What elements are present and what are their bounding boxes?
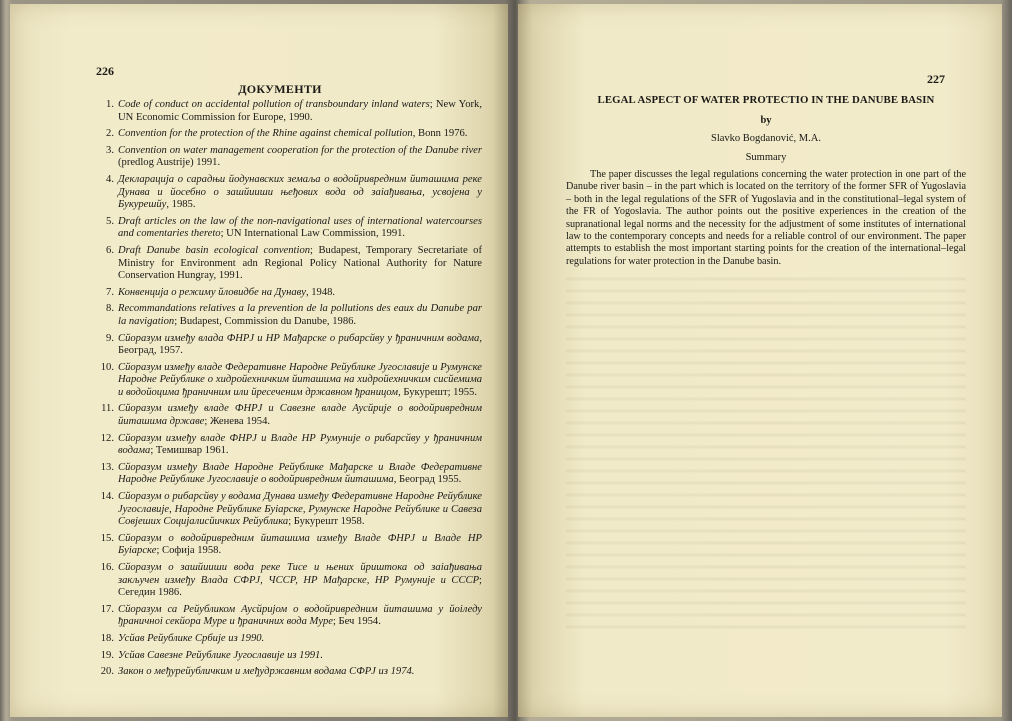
reference-item <box>92 245 482 283</box>
reference-item <box>92 533 482 558</box>
right-page <box>518 4 1002 717</box>
reference-item <box>92 633 482 646</box>
reference-title: Convention for the protection of the Rhine against chemical pollution <box>118 128 413 140</box>
reference-number: 5. <box>106 215 114 227</box>
page-number: 226 <box>96 64 114 78</box>
reference-number: 15. <box>100 532 114 544</box>
reference-details: (predlog Austrije) 1991. <box>118 157 221 169</box>
reference-title: Усйав Рейублике Србије из 1990. <box>118 632 265 644</box>
reference-item <box>92 650 482 663</box>
reference-details: ; Budapest, Temporary Secretariate of Ministry for Environment adn Regional Policy National Authority for Nature Conservation Hungray, 1991. <box>118 244 482 282</box>
reference-details: , Букурешт; 1955. <box>398 386 477 398</box>
reference-details: ; Budapest, Commission du Danube, 1986. <box>174 315 357 327</box>
reference-title: Сйоразум између владе ФНРЈ и Владе НР Румуније о рибарсйву у ђраничним водама <box>118 432 482 457</box>
reference-number: 18. <box>100 632 114 644</box>
reference-number: 19. <box>100 649 114 661</box>
reference-number: 17. <box>100 603 114 615</box>
reference-title: Сйоразум између владе Федеративне Народне Рейублике Југославије и Румунске Народне Рейублике о хидройехничким йиташима на хидройехничким сисйемима и водойоцима ђраничним или йресеченим државном ђраницом <box>118 361 482 398</box>
reference-title: Сйоразум о рибарсйву у водама Дунава између Федеративне Народне Рейублике Југославије, Народне Рейублике Буіарске, Румунске Народне Рейублике и Савеза Совјеших Социјалисйичких Рейублика <box>118 491 482 528</box>
reference-title: Recommandations relatives a la prevention de la pollutions des eaux du Danube par la navigation <box>118 303 482 327</box>
reference-details: ; Беч 1954. <box>332 616 381 628</box>
author-name: Slavko Bogdanović, M.A. <box>711 133 821 144</box>
reference-title: Сйоразум између Владе Народне Рейублике Мађарске и Владе Федеративне Народне Рейублике Југославије о водойривредним йиташима <box>118 461 482 486</box>
reference-item <box>92 99 482 124</box>
reference-details: ; Софија 1958. <box>156 545 222 557</box>
reference-title: Конвенција о режиму йловидбе на Дунаву <box>118 286 306 298</box>
reference-number: 8. <box>106 303 114 315</box>
reference-title: Усйав Савезне Рейублике Југославије из 1991. <box>118 649 324 661</box>
reference-title: Draft Danube basin ecological convention <box>118 244 311 256</box>
reference-title: Code of conduct on accidental pollution of transboundary inland waters <box>118 99 430 110</box>
reference-details: ; Сегедин 1986. <box>118 574 482 599</box>
reference-number: 3. <box>106 144 114 156</box>
reference-title: Сйоразум између владе ФНРЈ и Савезне владе Аусйрије о водойривредним йиташима државе <box>118 403 482 428</box>
summary-heading: Summary <box>745 152 787 163</box>
reference-list <box>92 99 482 683</box>
reference-item <box>92 287 482 300</box>
reference-number: 14. <box>100 491 114 503</box>
reference-item <box>92 145 482 170</box>
reference-number: 2. <box>106 128 114 140</box>
reference-details: ; UN International Law Commission, 1991. <box>220 228 406 240</box>
abstract-text: The paper discusses the legal regulations concerning the water protection in one part of the Danube river basin – in the part which is located on the territory of the former SFR of Yugoslavia – both in the legal regulations of the SFR of Yugoslavia and in the constitutional–legal system of the FR of Yogoslavia. The author points out the positive experiences in the creation of the supranational legal norms and the necessity for the adjustment of some institutes of international law to the contemporary concepts and needs for a reliable control of our environment. The paper attempts to establish the most important starting points for the creation of the international–legal regulations for water protection in the Danube basin. <box>566 169 966 267</box>
reference-number: 6. <box>106 244 114 256</box>
reference-details: , 1985. <box>166 199 196 211</box>
reference-number: 20. <box>100 666 114 678</box>
reference-number: 16. <box>100 562 114 573</box>
reference-item <box>92 216 482 241</box>
reference-item <box>92 128 482 141</box>
page-number: 227 <box>927 72 945 86</box>
reference-details: , Bonn 1976. <box>412 128 468 140</box>
reference-title: Сйоразум о водойривредним йиташима између Владе ФНРЈ и Владе НР Буіарске <box>118 532 482 557</box>
reference-details: ; New York, UN Economic Commission for Europe, 1990. <box>118 99 482 123</box>
reference-item <box>92 666 482 679</box>
reference-details: , Београд 1955. <box>393 474 462 486</box>
reference-details: , Београд, 1957. <box>118 332 482 357</box>
reference-item <box>92 403 482 428</box>
article-title: LEGAL ASPECT OF WATER PROTECTIO IN THE DANUBE BASIN <box>597 94 935 106</box>
reference-details: ; Темишвар 1961. <box>150 445 229 457</box>
reference-number: 11. <box>101 403 114 415</box>
section-heading: ДОКУМЕНТИ <box>238 82 322 96</box>
reference-number: 12. <box>100 432 114 444</box>
reference-item <box>92 562 482 600</box>
reference-item <box>92 362 482 400</box>
reference-title: Draft articles on the law of the non-navigational uses of international watercourses and comentaries thereto <box>118 215 482 240</box>
byline-word: by <box>760 115 772 126</box>
reference-item <box>92 174 482 212</box>
reference-title: Сйоразум између влада ФНРЈ и НР Мађарске о рибарсйву у ђраничним водама <box>118 332 480 344</box>
reference-details: , 1948. <box>305 286 336 298</box>
reference-number: 1. <box>106 99 114 110</box>
reference-details: ; Женева 1954. <box>204 416 271 428</box>
reference-title: Сйоразум са Рейубликом Аусйријом о водойривредним йиташима у йоіледу ђраничноі секйора Муре и ђраничних вода Муре <box>118 603 482 628</box>
reference-details: ; Букурешт 1958. <box>288 516 365 528</box>
show-through-texture <box>566 272 966 632</box>
reference-title: Декларација о сарадњи йодунавских земаља о водойривредним йиташима реке Дунава и йосебно о зашйииши њеђових вода од заіађивања, усвојена у Букурешйу <box>118 173 482 211</box>
left-page <box>10 4 508 717</box>
reference-item <box>92 433 482 458</box>
reference-number: 4. <box>106 173 114 185</box>
reference-number: 10. <box>100 361 114 373</box>
reference-item <box>92 333 482 358</box>
reference-item <box>92 491 482 529</box>
reference-title: Закон о међурейубличким и међудржавним водама СФРЈ из 1974. <box>118 666 415 678</box>
reference-item <box>92 303 482 328</box>
reference-number: 9. <box>106 332 114 344</box>
reference-number: 7. <box>106 286 114 298</box>
reference-title: Convention on water management cooperation for the protection of the Danube river <box>118 144 482 156</box>
reference-number: 13. <box>100 461 114 473</box>
reference-title: Сйоразум о зашйииши вода реке Тисе и њених йриштока од заіађивања закључен између Влада СФРЈ, ЧССР, НР Мађарске, НР Румуније и СССР <box>118 562 482 586</box>
reference-item <box>92 462 482 487</box>
reference-item <box>92 604 482 629</box>
